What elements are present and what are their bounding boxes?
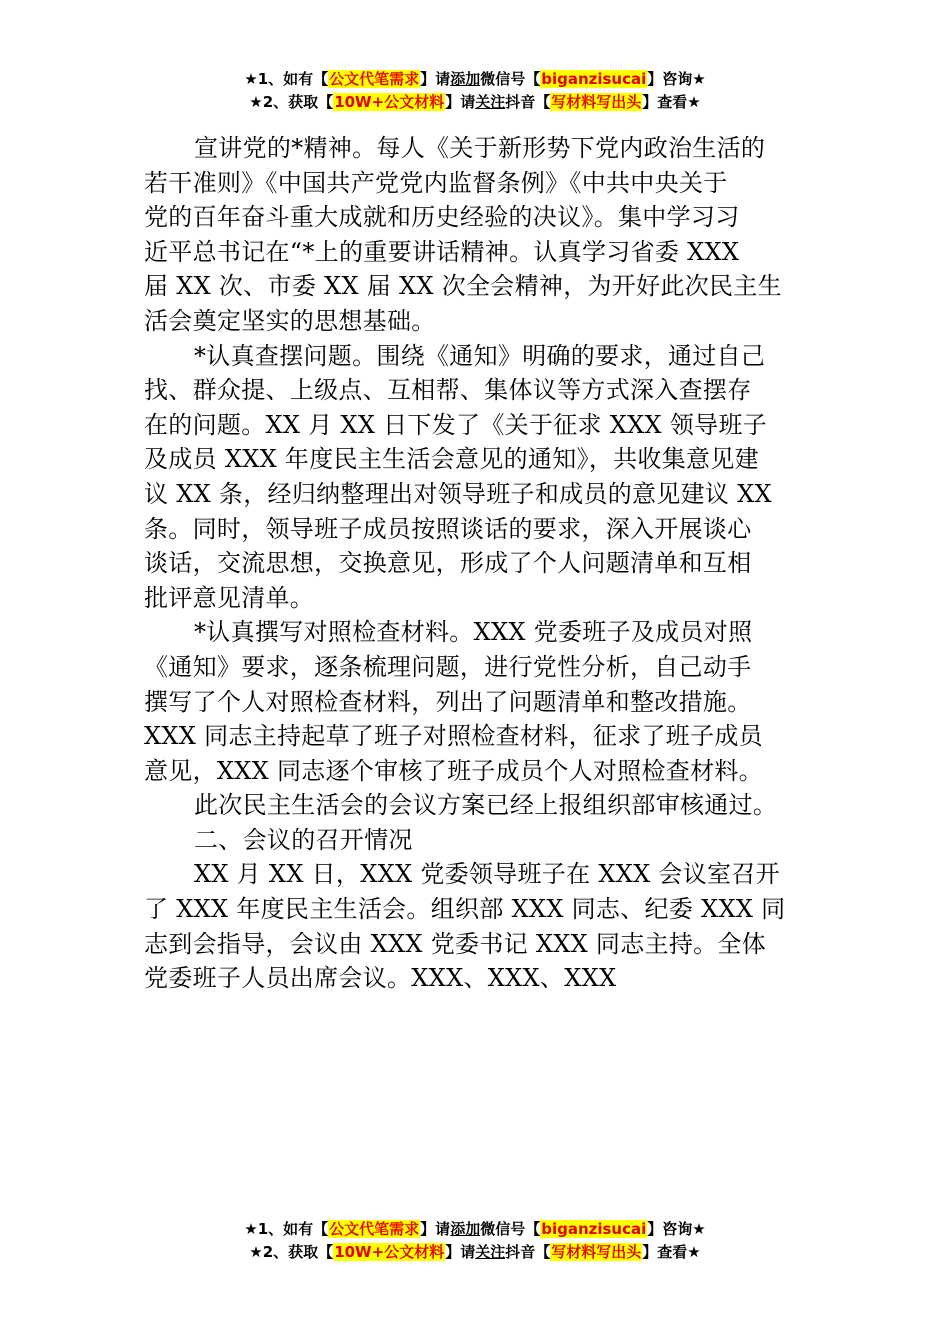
footer-promo-banner: [0, 1218, 950, 1264]
douyin-account: 写材料写出头: [551, 93, 642, 111]
highlight-materials: 10W+公文材料: [334, 93, 445, 111]
highlight-need: 公文代笔需求: [329, 1220, 420, 1238]
body-line: 党委班子人员出席会议。XXX、XXX、XXX: [144, 964, 617, 993]
body-line: 届 XX 次、市委 XX 届 XX 次全会精神，为开好此次民主生: [144, 272, 782, 301]
promo-line-1: [0, 1218, 950, 1241]
promo-line-1: [0, 68, 950, 91]
body-line: 批评意见清单。: [144, 583, 315, 612]
body-line: 《通知》要求，逐条梳理问题，进行党性分析，自己动手: [144, 652, 752, 681]
body-line: XXX 同志主持起草了班子对照检查材料，征求了班子成员: [144, 722, 763, 751]
body-line: 谈话，交流思想，交换意见，形成了个人问题清单和互相: [144, 549, 752, 578]
body-line: 宣讲党的*精神。每人《关于新形势下党内政治生活的: [194, 134, 766, 162]
document-body: [144, 131, 812, 996]
body-line: 若干准则》《中国共产党党内监督条例》《中共中央关于: [144, 168, 728, 197]
promo-text: 微信号【: [480, 1220, 541, 1238]
body-line: 此次民主生活会的会议方案已经上报组织部审核通过。: [194, 791, 778, 820]
add-text: 添加: [450, 1220, 481, 1238]
promo-text: ★1、如有【: [244, 70, 329, 88]
promo-text: 】请: [445, 1243, 476, 1261]
follow-text: 关注: [475, 93, 506, 111]
body-line: 活会奠定坚实的思想基础。: [144, 306, 436, 335]
body-line: 条。同时，领导班子成员按照谈话的要求，深入开展谈心: [144, 514, 752, 543]
body-line: 意见，XXX 同志逐个审核了班子成员个人对照检查材料。: [144, 756, 763, 785]
body-line: 找、群众提、上级点、互相帮、集体议等方式深入查摆存: [144, 376, 752, 405]
section-heading: 二、会议的召开情况: [194, 825, 413, 854]
promo-text: 微信号【: [480, 70, 541, 88]
promo-text: 】查看★: [642, 1243, 701, 1261]
add-text: 添加: [450, 70, 481, 88]
body-line: 在的问题。XX 月 XX 日下发了《关于征求 XXX 领导班子: [144, 410, 768, 439]
body-line: 了 XXX 年度民主生活会。组织部 XXX 同志、纪委 XXX 同: [144, 895, 786, 924]
douyin-account: 写材料写出头: [551, 1243, 642, 1261]
promo-text: 】请: [445, 93, 476, 111]
promo-text: ★1、如有【: [244, 1220, 329, 1238]
promo-text: 】请: [420, 70, 451, 88]
promo-text: ★2、获取【: [249, 93, 334, 111]
promo-text: ★2、获取【: [249, 1243, 334, 1261]
promo-text: 抖音【: [505, 1243, 551, 1261]
promo-line-2: [0, 1241, 950, 1264]
promo-line-2: [0, 91, 950, 114]
body-line: 撰写了个人对照检查材料，列出了问题清单和整改措施。: [144, 687, 752, 716]
body-line: 党的百年奋斗重大成就和历史经验的决议》。集中学习习: [144, 203, 740, 232]
wechat-id: biganzisucai: [541, 1220, 647, 1238]
wechat-id: biganzisucai: [541, 70, 647, 88]
follow-text: 关注: [475, 1243, 506, 1261]
body-line: 志到会指导，会议由 XXX 党委书记 XXX 同志主持。全体: [144, 929, 767, 958]
promo-text: 抖音【: [505, 93, 551, 111]
body-line: 近平总书记在“*上的重要讲话精神。认真学习省委 XXX: [144, 237, 740, 266]
body-line: 议 XX 条，经归纳整理出对领导班子和成员的意见建议 XX: [144, 479, 772, 508]
body-line: *认真查摆问题。围绕《通知》明确的要求，通过自己: [194, 341, 766, 370]
highlight-need: 公文代笔需求: [329, 70, 420, 88]
body-line: XX 月 XX 日，XXX 党委领导班子在 XXX 会议室召开: [194, 860, 780, 889]
body-line: *认真撰写对照检查材料。XXX 党委班子及成员对照: [194, 618, 753, 647]
promo-text: 】咨询★: [647, 1220, 706, 1238]
highlight-materials: 10W+公文材料: [334, 1243, 445, 1261]
promo-text: 】请: [420, 1220, 451, 1238]
body-line: 及成员 XXX 年度民主生活会意见的通知》，共收集意见建: [144, 445, 759, 474]
promo-text: 】咨询★: [647, 70, 706, 88]
header-promo-banner: [0, 68, 950, 114]
promo-text: 】查看★: [642, 93, 701, 111]
